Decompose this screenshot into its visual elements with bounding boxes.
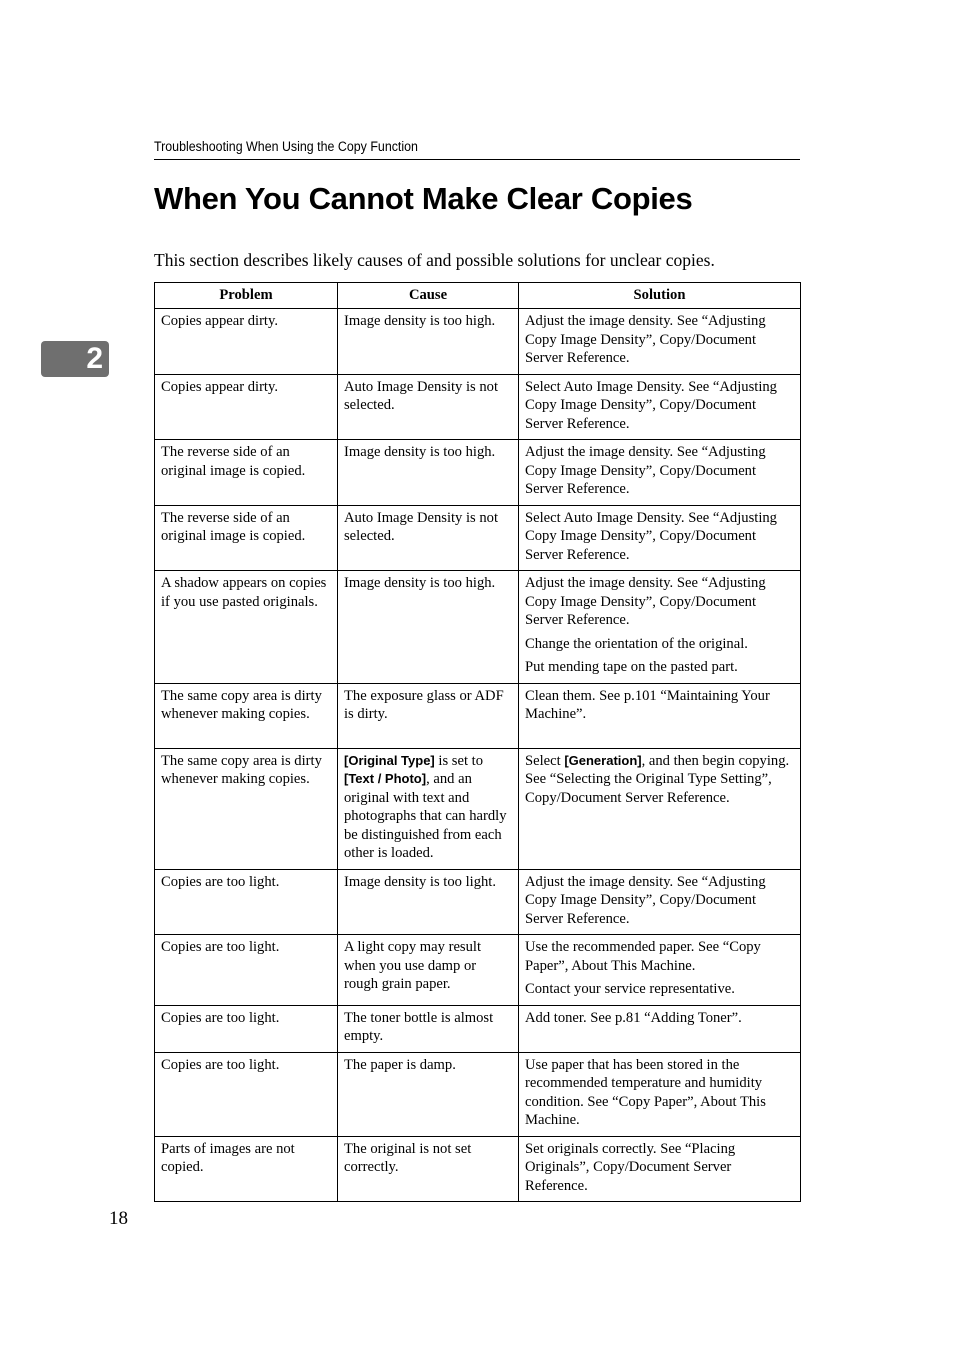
original-type-key: [Original Type] xyxy=(344,752,435,768)
table-row xyxy=(155,1052,801,1136)
text-photo-key: [Text / Photo] xyxy=(344,771,427,786)
header-rule xyxy=(154,159,800,160)
solution-cell xyxy=(519,683,801,748)
solution-text: Adjust the image density. See “Adjusting Copy Image Density”, Copy/Document Server Reference. xyxy=(525,444,766,497)
solution-text: Adjust the image density. See “Adjusting Copy Image Density”, Copy/Document Server Reference. xyxy=(525,313,766,366)
solution-text: Put mending tape on the pasted part. xyxy=(525,659,738,675)
table-row xyxy=(155,440,801,506)
solution-cell xyxy=(519,935,801,1006)
solution-text: Add toner. See p.81 “Adding Toner”. xyxy=(525,1009,742,1026)
table-row xyxy=(155,374,801,440)
problem-cell: Copies appear dirty. xyxy=(155,309,338,375)
cause-text: , and an original with text and photographs that can hardly be distinguished from each other is loaded. xyxy=(344,771,507,861)
troubleshooting-table xyxy=(154,282,801,1202)
solution-text: Select Auto Image Density. See “Adjusting Copy Image Density”, Copy/Document Server Reference. xyxy=(525,378,777,432)
problem-cell: Copies are too light. xyxy=(155,1005,338,1052)
solution-cell xyxy=(519,1052,801,1136)
chapter-tab: 2 xyxy=(41,341,109,377)
solution-cell xyxy=(519,1005,801,1052)
cause-text: is set to xyxy=(434,752,484,769)
solution-text: Set originals correctly. See “Placing Originals”, Copy/Document Server Reference. xyxy=(525,1140,736,1194)
solution-cell xyxy=(519,1136,801,1202)
solution-text: Select Auto Image Density. See “Adjusting Copy Image Density”, Copy/Document Server Reference. xyxy=(525,509,777,563)
problem-cell: A shadow appears on copies if you use pasted originals. xyxy=(155,571,338,684)
solution-text: Use paper that has been stored in the recommended temperature and humidity condition. See “Copy Paper”, About This Machine. xyxy=(525,1056,766,1128)
page-title: When You Cannot Make Clear Copies xyxy=(154,181,693,216)
solution-cell xyxy=(519,374,801,440)
cause-cell: Auto Image Density is not selected. xyxy=(338,505,519,571)
problem-cell: The reverse side of an original image is copied. xyxy=(155,505,338,571)
page-number: 18 xyxy=(109,1208,128,1229)
problem-cell: Copies are too light. xyxy=(155,1052,338,1136)
solution-text: Adjust the image density. See “Adjusting Copy Image Density”, Copy/Document Server Reference. xyxy=(525,575,766,628)
table-row xyxy=(155,748,801,869)
intro-paragraph: This section describes likely causes of and possible solutions for unclear copies. xyxy=(154,250,715,270)
running-header: Troubleshooting When Using the Copy Function xyxy=(154,139,418,154)
solution-cell xyxy=(519,748,801,869)
cause-cell: The toner bottle is almost empty. xyxy=(338,1005,519,1052)
cause-cell: Image density is too light. xyxy=(338,869,519,935)
table-header-row xyxy=(155,283,801,309)
cause-cell: Auto Image Density is not selected. xyxy=(338,374,519,440)
header-problem: Problem xyxy=(155,283,338,309)
table-row xyxy=(155,309,801,375)
problem-cell: The same copy area is dirty whenever making copies. xyxy=(155,683,338,748)
problem-cell: Copies appear dirty. xyxy=(155,374,338,440)
table-row xyxy=(155,683,801,748)
cause-cell: Image density is too high. xyxy=(338,571,519,684)
solution-text: Contact your service representative. xyxy=(525,981,735,997)
problem-cell: Copies are too light. xyxy=(155,869,338,935)
table-row xyxy=(155,505,801,571)
header-solution: Solution xyxy=(519,283,801,309)
generation-key: [Generation] xyxy=(564,752,642,768)
cause-cell: Image density is too high. xyxy=(338,440,519,506)
cause-cell: The exposure glass or ADF is dirty. xyxy=(338,683,519,748)
cause-cell xyxy=(338,748,519,869)
table-row xyxy=(155,571,801,684)
solution-text: , and then begin copying. See “Selecting the Original Type Setting”, Copy/Document Server Reference. xyxy=(525,752,790,806)
table-row xyxy=(155,869,801,935)
table-row xyxy=(155,1136,801,1202)
solution-text: Clean them. See p.101 “Maintaining Your Machine”. xyxy=(525,687,770,722)
table-row xyxy=(155,1005,801,1052)
solution-text: Select xyxy=(525,752,565,769)
solution-cell xyxy=(519,571,801,684)
problem-cell: The same copy area is dirty whenever making copies. xyxy=(155,748,338,869)
problem-cell: Copies are too light. xyxy=(155,935,338,1006)
problem-cell: The reverse side of an original image is copied. xyxy=(155,440,338,506)
header-cause: Cause xyxy=(338,283,519,309)
solution-cell xyxy=(519,440,801,506)
cause-cell: A light copy may result when you use damp or rough grain paper. xyxy=(338,935,519,1006)
problem-cell: Parts of images are not copied. xyxy=(155,1136,338,1202)
cause-cell: The original is not set correctly. xyxy=(338,1136,519,1202)
cause-cell: The paper is damp. xyxy=(338,1052,519,1136)
solution-cell xyxy=(519,505,801,571)
cause-cell: Image density is too high. xyxy=(338,309,519,375)
solution-cell xyxy=(519,309,801,375)
solution-text: Change the orientation of the original. xyxy=(525,635,748,652)
table-row xyxy=(155,935,801,1006)
solution-cell xyxy=(519,869,801,935)
solution-text: Use the recommended paper. See “Copy Paper”, About This Machine. xyxy=(525,939,761,974)
solution-text: Adjust the image density. See “Adjusting Copy Image Density”, Copy/Document Server Reference. xyxy=(525,873,766,927)
